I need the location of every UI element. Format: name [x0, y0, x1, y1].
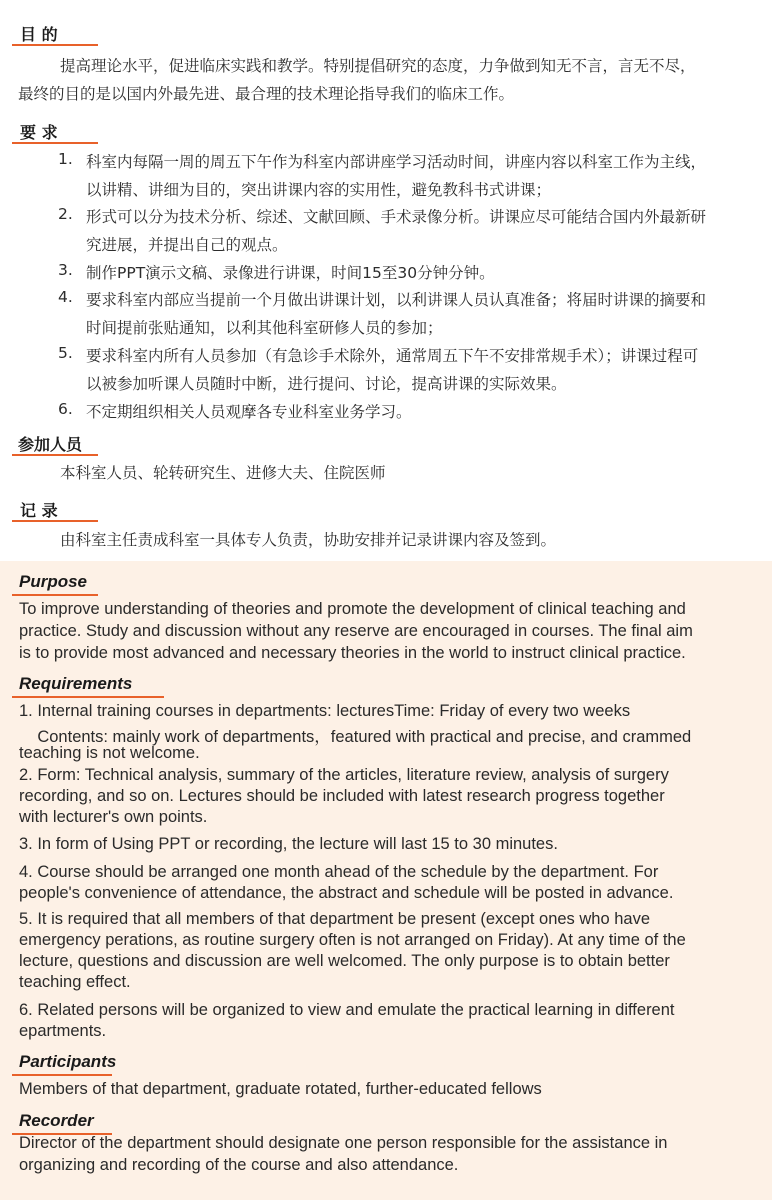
en-recorder-line-1: Director of the department should designate one person responsible for the assistance in [19, 1134, 668, 1152]
cn-req-4-line-2: 时间提前张贴通知，以利其他科室研修人员的参加； [86, 319, 443, 337]
en-req-2-line-3: with lecturer's own points. [19, 808, 208, 826]
en-req-5-line-4: teaching effect. [19, 973, 131, 991]
cn-req-1-line-2: 以讲精、讲细为目的，突出讲课内容的实用性，避免教科书式讲课； [86, 181, 552, 199]
cn-req-num-4: 4. [58, 288, 73, 306]
en-purpose-line-2: practice. Study and discussion without any reserve are encouraged in courses. The final aim [19, 622, 693, 640]
en-req-4-line-2: people's convenience of attendance, the abstract and schedule will be posted in advance. [19, 884, 674, 902]
cn-purpose-underline [12, 44, 98, 46]
cn-req-num-5: 5. [58, 344, 73, 362]
english-section [0, 561, 772, 1200]
en-recorder-heading: Recorder [19, 1111, 94, 1130]
cn-req-1-line-1: 科室内每隔一周的周五下午作为科室内部讲座学习活动时间，讲座内容以科室工作为主线， [86, 153, 707, 171]
en-purpose-underline [12, 594, 98, 596]
en-req-3-line-1: 3. In form of Using PPT or recording, the lecture will last 15 to 30 minutes. [19, 835, 558, 853]
en-req-2-line-2: recording, and so on. Lectures should be included with latest research progress together [19, 787, 665, 805]
cn-recorder-text: 由科室主任责成科室一具体专人负责，协助安排并记录讲课内容及签到。 [60, 531, 557, 549]
cn-req-num-3: 3. [58, 261, 73, 279]
cn-req-6-line-1: 不定期组织相关人员观摩各专业科室业务学习。 [86, 403, 412, 421]
en-req-4-line-1: 4. Course should be arranged one month ahead of the schedule by the department. For [19, 863, 659, 881]
en-recorder-line-2: organizing and recording of the course and also attendance. [19, 1156, 459, 1174]
cn-req-2-line-2: 究进展，并提出自己的观点。 [86, 236, 288, 254]
cn-purpose-line-2: 最终的目的是以国内外最先进、最合理的技术理论指导我们的临床工作。 [18, 85, 515, 103]
cn-req-5-line-2: 以被参加听课人员随时中断，进行提问、讨论，提高讲课的实际效果。 [86, 375, 567, 393]
en-participants-heading: Participants [19, 1052, 117, 1071]
en-purpose-heading: Purpose [19, 572, 88, 591]
en-req-5-line-1: 5. It is required that all members of that department be present (except ones who have [19, 910, 651, 928]
cn-requirements-underline [12, 142, 98, 144]
en-participants-underline [12, 1074, 112, 1076]
cn-recorder-underline [12, 520, 98, 522]
chinese-section [0, 0, 772, 561]
cn-req-4-line-1: 要求科室内部应当提前一个月做出讲课计划，以利讲课人员认真准备；将届时讲课的摘要和 [86, 291, 707, 309]
cn-participants-text: 本科室人员、轮转研究生、进修大夫、住院医师 [60, 464, 386, 482]
cn-req-num-1: 1. [58, 150, 73, 168]
en-req-6-line-1: 6. Related persons will be organized to view and emulate the practical learning in different [19, 1001, 675, 1019]
cn-participants-underline [12, 454, 98, 456]
cn-req-num-2: 2. [58, 205, 73, 223]
en-req-5-line-2: emergency perations, as routine surgery often is not arranged on Friday). At any time of the [19, 931, 686, 949]
cn-req-5-line-1: 要求科室内所有人员参加（有急诊手术除外，通常周五下午不安排常规手术）；讲课过程可 [86, 347, 699, 365]
en-req-1-line-2: Contents: mainly work of departments，featured with practical and precise, and crammed [19, 728, 692, 746]
en-req-5-line-3: lecture, questions and discussion are well welcomed. The only purpose is to obtain better [19, 952, 670, 970]
cn-recorder-heading: 记 录 [20, 501, 58, 520]
en-req-1-line-1: 1. Internal training courses in departments: lecturesTime: Friday of every two weeks [19, 702, 631, 720]
cn-req-num-6: 6. [58, 400, 73, 418]
cn-req-3-line-1: 制作PPT演示文稿、录像进行讲课，时间15至30分钟分钟。 [86, 264, 495, 282]
cn-participants-heading: 参加人员 [18, 435, 83, 454]
en-purpose-line-3: is to provide most advanced and necessary theories in the world to instruct clinical practice. [19, 644, 686, 662]
en-req-1-line-3: teaching is not welcome. [19, 744, 200, 762]
cn-requirements-heading: 要 求 [20, 123, 58, 142]
en-requirements-underline [12, 696, 164, 698]
cn-purpose-line-1: 提高理论水平，促进临床实践和教学。特别提倡研究的态度，力争做到知无不言，言无不尽， [60, 57, 696, 75]
en-req-6-line-2: epartments. [19, 1022, 107, 1040]
cn-req-2-line-1: 形式可以分为技术分析、综述、文献回顾、手术录像分析。讲课应尽可能结合国内外最新研 [86, 208, 707, 226]
en-participants-text: Members of that department, graduate rotated, further-educated fellows [19, 1080, 542, 1098]
en-requirements-heading: Requirements [19, 674, 133, 693]
en-req-2-line-1: 2. Form: Technical analysis, summary of the articles, literature review, analysis of surgery [19, 766, 669, 784]
cn-purpose-heading: 目 的 [20, 25, 58, 44]
en-purpose-line-1: To improve understanding of theories and promote the development of clinical teaching and [19, 600, 686, 618]
